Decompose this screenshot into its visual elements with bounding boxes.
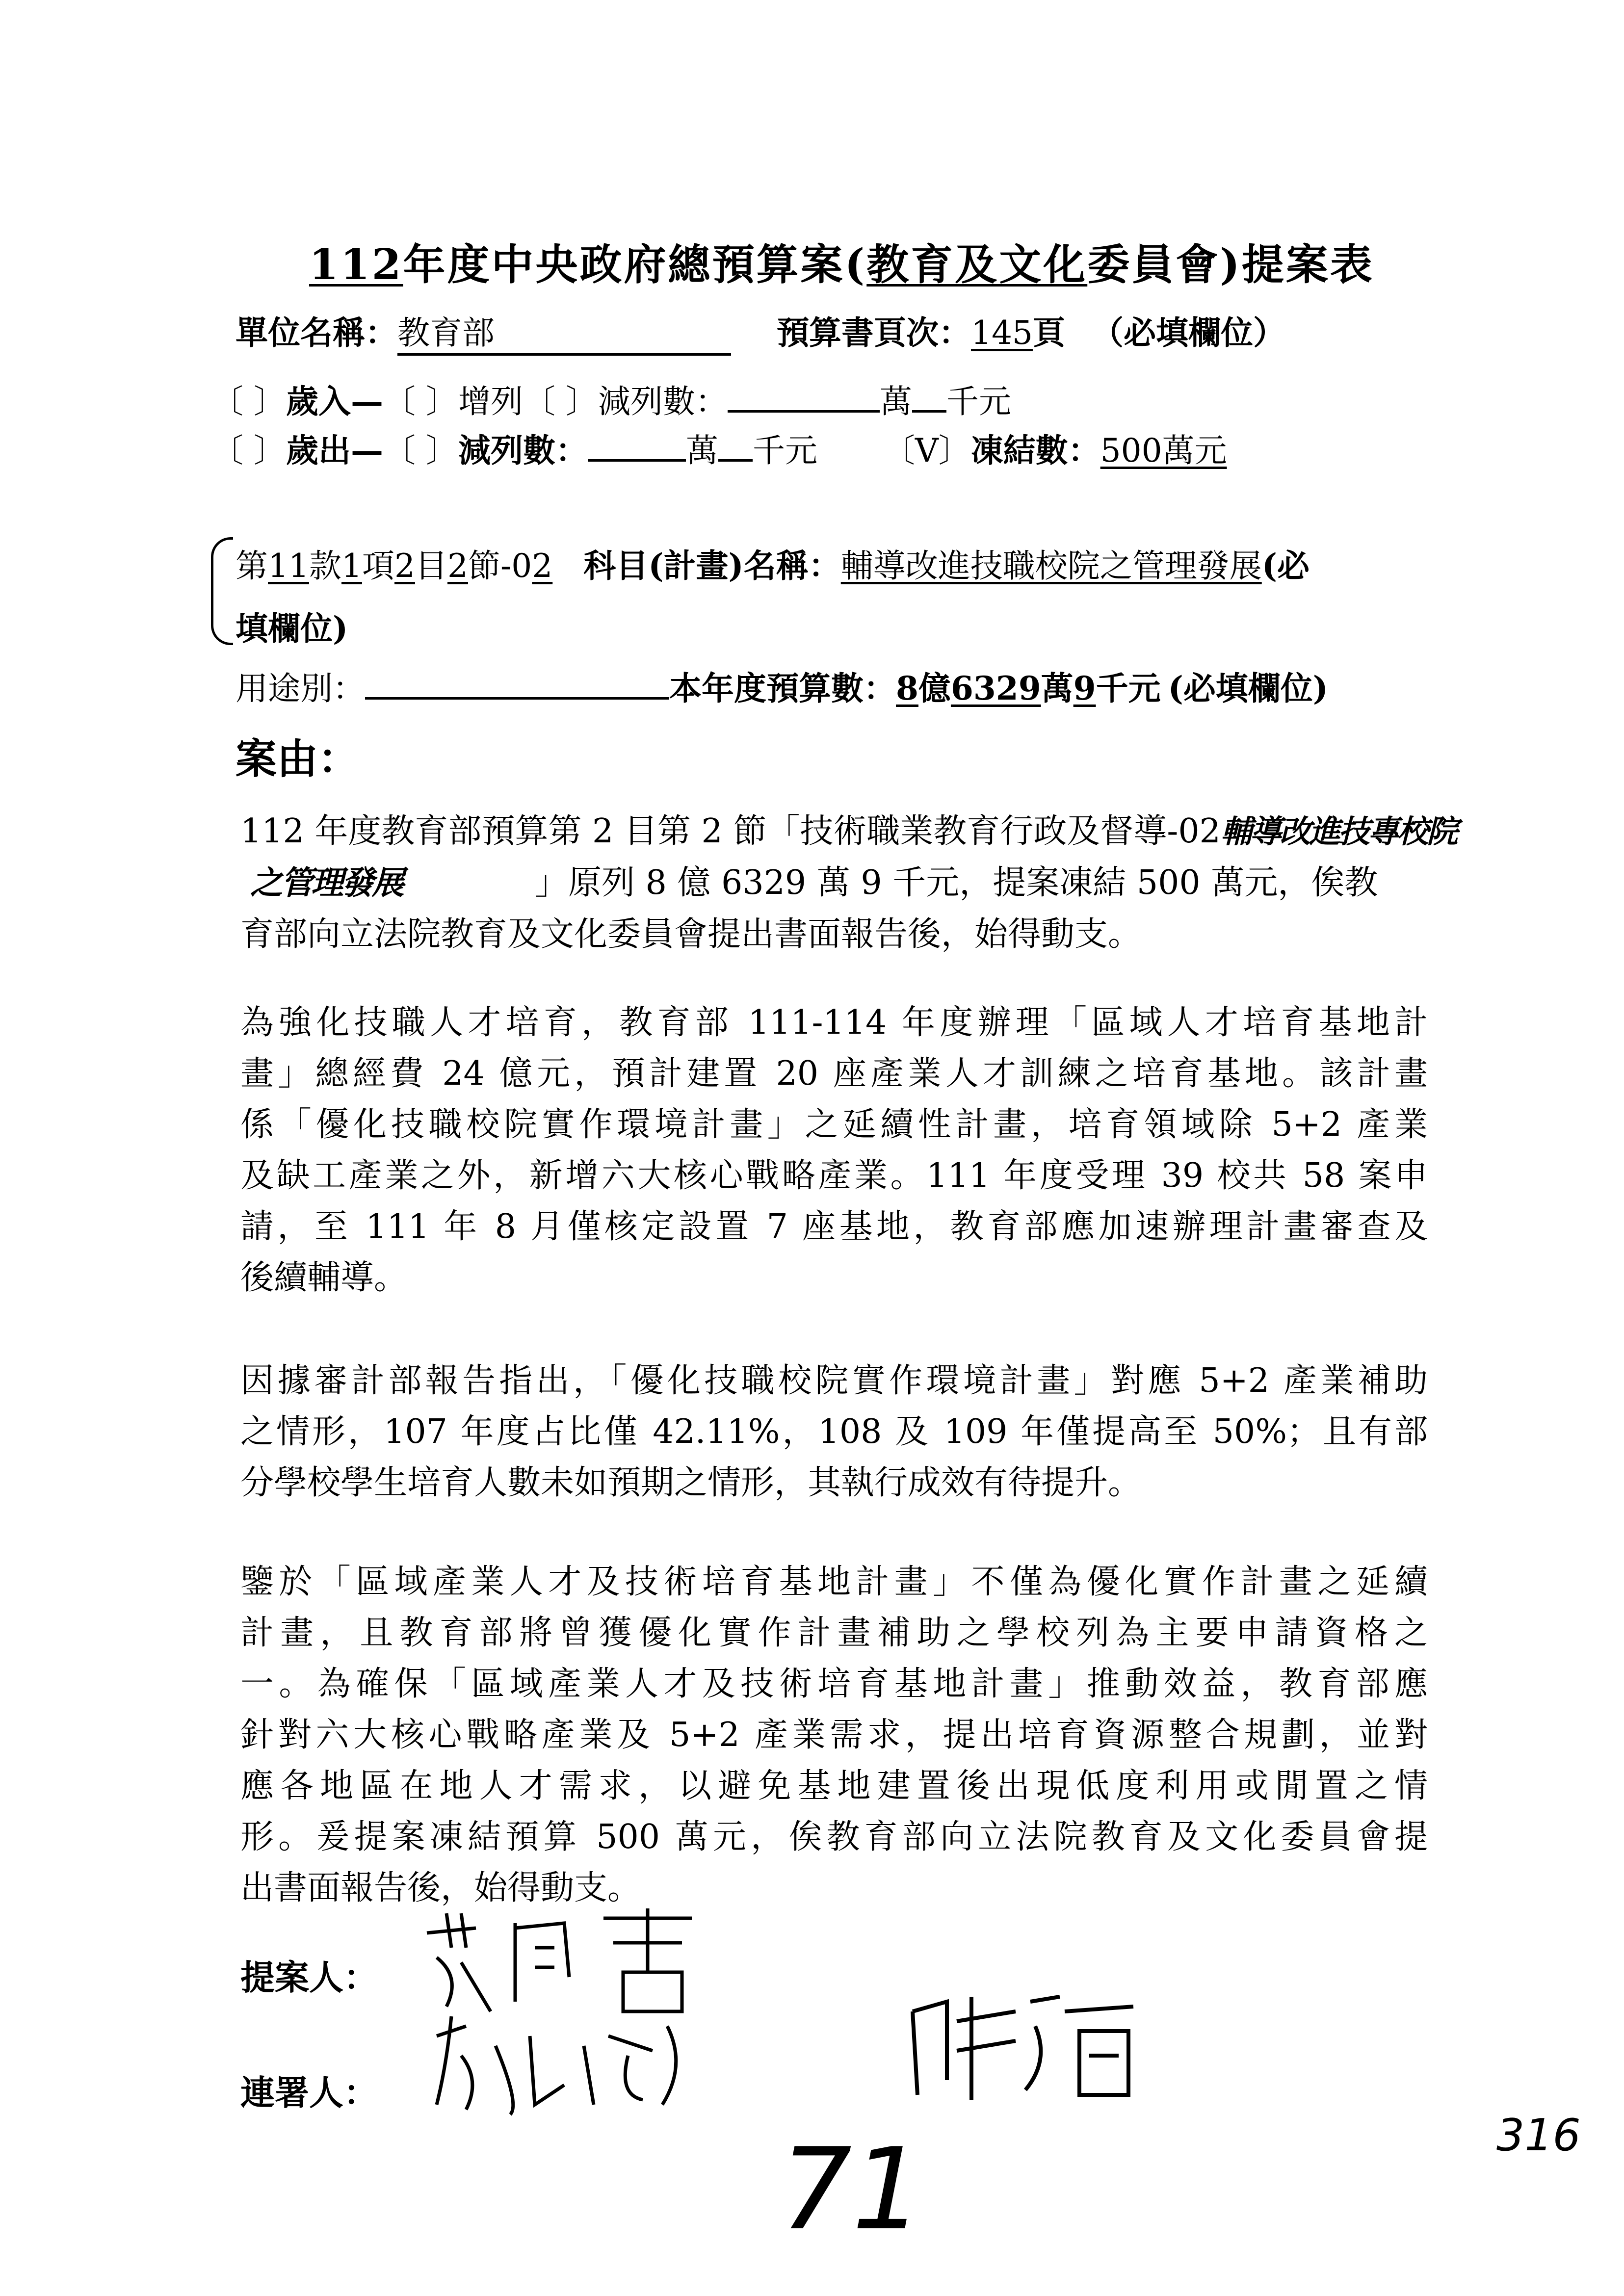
paragraph4-line: 形。爰提案凍結預算 500 萬元，俟教育部向立法院教育及文化委員會提 xyxy=(240,1818,1428,1856)
cosigner-label: 連署人： xyxy=(240,2072,378,2113)
blank-field xyxy=(718,430,753,462)
revenue-row: 〔 〕歲入—〔 〕增列〔 〕減列數： 萬 千元 xyxy=(211,375,1011,422)
paragraph4-line: 針對六大核心戰略產業及 5+2 產業需求，提出培育資源整合規劃，並對 xyxy=(240,1716,1428,1754)
paragraph4-line: 計畫，且教育部將曾獲優化實作計畫補助之學校列為主要申請資格之 xyxy=(240,1614,1428,1652)
paragraph2-line: 為強化技職人才培育，教育部 111-114 年度辦理「區域人才培育基地計 xyxy=(240,1003,1428,1042)
paragraph2-line: 畫」總經費 24 億元，預計建置 20 座產業人才訓練之培育基地。該計畫 xyxy=(240,1054,1428,1093)
page-number: 316 xyxy=(1496,2110,1581,2161)
paragraph2-line: 係「優化技職校院實作環境計畫」之延續性計畫，培育領域除 5+2 產業 xyxy=(240,1105,1428,1144)
paragraph1-line: 112 年度教育部預算第 2 目第 2 節「技術職業教育行政及督導-02輔導改進技專校院 xyxy=(240,812,1456,851)
paragraph1-line: 之管理發展 」原列 8 億 6329 萬 9 千元，提案凍結 500 萬元，俟教 xyxy=(250,863,1378,902)
proposer-signature xyxy=(417,1904,810,2021)
unit-line: 單位名稱：教育部 預算書頁次：145頁 （必填欄位） xyxy=(236,307,1285,356)
blank-field xyxy=(728,381,880,413)
usage-line: 用途別： 本年度預算數：8億6329萬9千元 (必填欄位) xyxy=(236,662,1328,709)
paragraph4-line: 出書面報告後，始得動支。 xyxy=(240,1869,641,1907)
paragraph2-line: 及缺工產業之外，新增六大核心戰略產業。111 年度受理 39 校共 58 案申 xyxy=(240,1156,1428,1195)
required-note: 填欄位) xyxy=(236,609,348,648)
usage-field xyxy=(365,668,669,700)
paragraph4-line: 鑒於「區域產業人才及技術培育基地計畫」不僅為優化實作計畫之延續 xyxy=(240,1563,1428,1601)
expense-row: 〔 〕歲出—〔 〕減列數： 萬 千元 〔V〕凍結數：500萬元 xyxy=(211,424,1227,471)
subject-line: 第11款1項2目2節-02 科目(計畫)名稱：輔導改進技職校院之管理發展(必 xyxy=(236,547,1310,585)
unit-name-field: 教育部 xyxy=(397,307,731,356)
freeze-amount-field: 500 xyxy=(1100,432,1162,470)
handwritten-number: 71 xyxy=(780,2124,924,2255)
plan-name-field: 輔導改進技職校院之管理發展 xyxy=(840,547,1262,585)
proposer-label: 提案人： xyxy=(240,1957,378,1998)
page-number-field: 145 xyxy=(970,314,1033,352)
paragraph1-line: 育部向立法院教育及文化委員會提出書面報告後，始得動支。 xyxy=(240,915,1142,954)
blank-field xyxy=(912,381,946,413)
bracket-mark xyxy=(211,537,233,645)
cosigner-signature-1 xyxy=(422,2007,765,2124)
paragraph2-line: 後續輔導。 xyxy=(240,1258,408,1297)
paragraph3-line: 分學校學生培育人數未如預期之情形，其執行成效有待提升。 xyxy=(240,1463,1142,1502)
paragraph3-line: 因據審計部報告指出，「優化技職校院實作環境計畫」對應 5+2 產業補助 xyxy=(240,1361,1428,1400)
cosigner-signature-2 xyxy=(903,1982,1158,2110)
form-title: 112年度中央政府總預算案(教育及文化委員會)提案表 xyxy=(309,240,1374,289)
paragraph4-line: 應各地區在地人才需求，以避免基地建置後出現低度利用或閒置之情 xyxy=(240,1767,1428,1805)
paragraph4-line: 一。為確保「區域產業人才及技術培育基地計畫」推動效益，教育部應 xyxy=(240,1665,1428,1703)
reason-heading: 案由： xyxy=(236,734,360,783)
paragraph2-line: 請，至 111 年 8 月僅核定設置 7 座基地，教育部應加速辦理計畫審查及 xyxy=(240,1207,1428,1246)
blank-field xyxy=(588,430,686,462)
paragraph3-line: 之情形，107 年度占比僅 42.11%，108 及 109 年僅提高至 50%；且有部 xyxy=(240,1412,1428,1451)
